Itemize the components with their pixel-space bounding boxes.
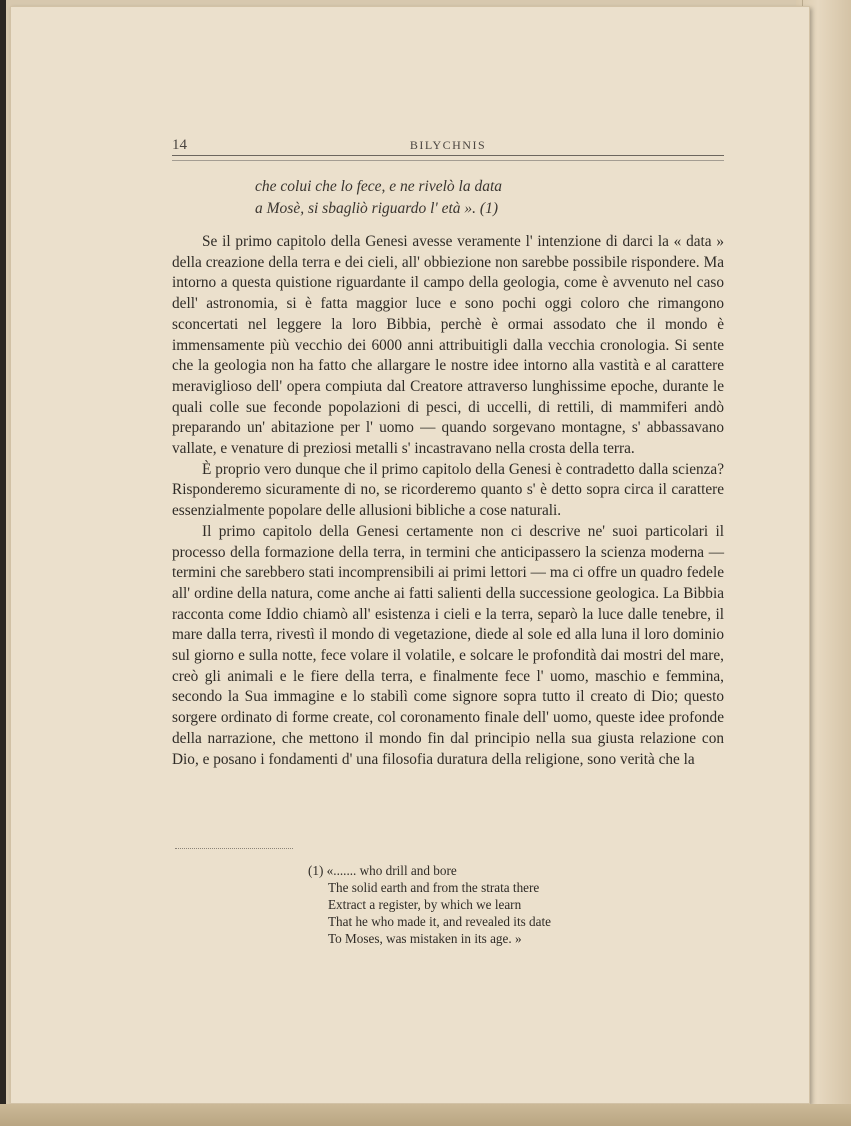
body-text — [172, 232, 724, 770]
footnote-line: The solid earth and from the strata there — [328, 880, 540, 895]
paragraph: Il primo capitolo della Genesi certamente non ci descrive ne' suoi particolari il processo della formazione della terra, in termini che anticipassero la scienza moderna — termini che sarebbero stati incomprensibili ai primi lettori — ma ci offre un quadro fedele all' ordine della natura, come anche ai fatti salienti della successione geologica. La Bibbia racconta come Iddio chiamò all' esistenza i cieli e la terra, separò la luce dalle tenebre, il mare dalla terra, rivestì il mondo di vegetazione, diede al sole ed alla luna il loro dominio sul giorno e sulla notte, fece volare il volatile, e solcare le profondità dai mostri del mare, creò gli animali e le fiere della terra, e finalmente fece l' uomo, maschio e femmina, secondo la Sua immagine e lo stabilì come signore sopra tutto il creato di Dio; questo sorgere ordinato di forme create, col coronamento finale dell' uomo, queste idee profonde della narrazione, che mettono il mondo fin dal principio nella sua giusta relazione con Dio, e posano i fondamenti d' una filosofia duratura della religione, sono verità che la — [172, 522, 724, 768]
footnote-separator — [175, 848, 293, 849]
header-rule — [172, 155, 724, 161]
verse-quotation — [255, 176, 675, 220]
paragraph: Se il primo capitolo della Genesi avesse veramente l' intenzione di darci la « data » della creazione della terra e dei cieli, all' obbiezione non sarebbe possibile rispondere. Ma intorno a questa quistione riguardante il campo della geologia, come è avvenuto nel caso dell' astronomia, si è fatta maggior luce e sono pochi oggi coloro che rimangono sconcertati nel leggere la loro Bibbia, perchè è ormai assodato che il mondo è immensamente più vecchio dei 6000 anni attribuitigli dalla vecchia cronologia. Si sente che la geologia non ha fatto che allargare le nostre idee intorno alla vastità e al carattere meraviglioso dell' opera compiuta dal Creatore attraverso lunghissime epoche, durante le quali colle sue feconde popolazioni di pesci, di uccelli, di rettili, di mammiferi andò preparando un' abitazione per l' uomo — quando sorgevano montagne, s' abbassavano vallate, e venature di preziosi metalli s' incastravano nella crosta della terra. — [172, 233, 724, 458]
page-number: 14 — [172, 137, 187, 153]
paragraph: È proprio vero dunque che il primo capitolo della Genesi è contradetto dalla scienza? Risponderemo sicuramente di no, se ricorderemo quanto s' è detto sopra circa il carattere essenzialmente popolare delle allusioni bibliche a cose naturali. — [172, 460, 724, 520]
page-bottom-edge — [0, 1104, 851, 1126]
footnote — [300, 862, 660, 947]
footnote-line: That he who made it, and revealed its date — [328, 914, 552, 929]
running-head: BILYCHNIS — [409, 138, 487, 152]
footnote-line: (1) «....... who drill and bore — [308, 863, 457, 878]
page-header — [172, 137, 724, 157]
verse-line: a Mosè, si sbagliò riguardo l' età ». (1) — [255, 200, 498, 217]
footnote-line: To Moses, was mistaken in its age. » — [328, 931, 522, 946]
footnote-line: Extract a register, by which we learn — [328, 897, 522, 912]
verse-line: che colui che lo fece, e ne rivelò la data — [255, 178, 503, 195]
